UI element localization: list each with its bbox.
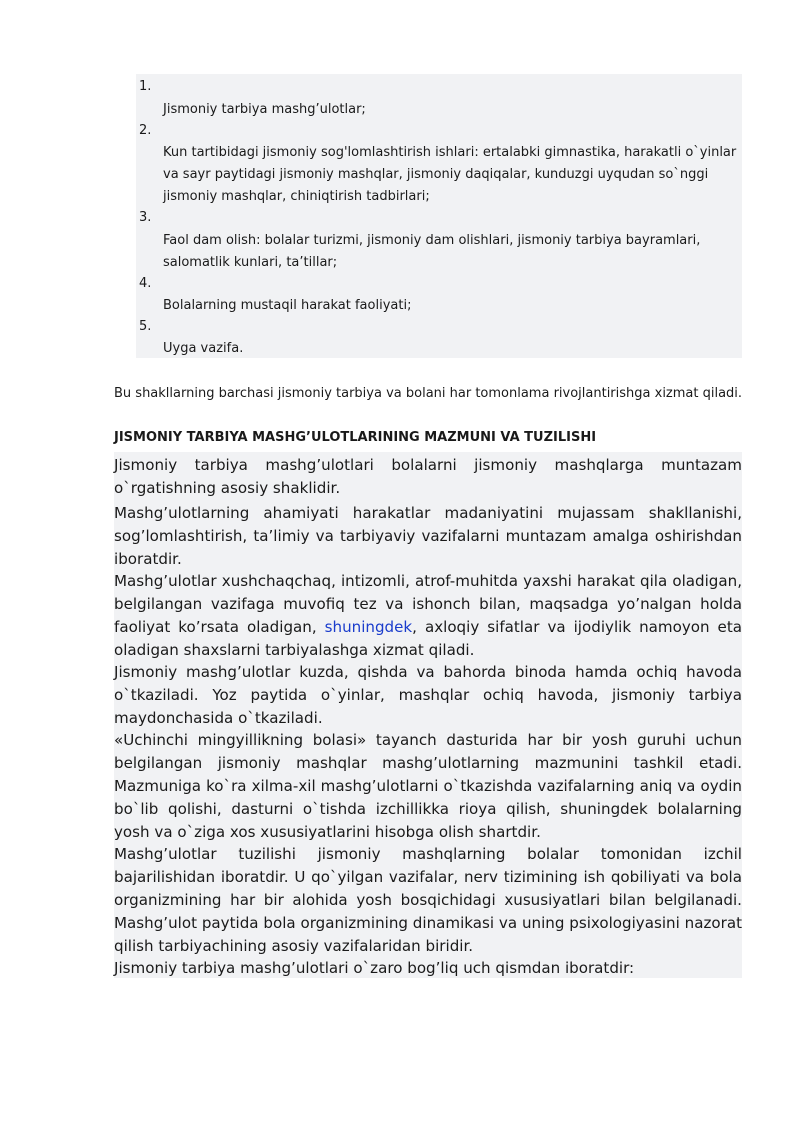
paragraph: Jismoniy tarbiya mashg’ulotlari bolalarni jismoniy mashqlarga muntazam o`rgatishning asosiy shaklidir.: [114, 456, 742, 497]
numbered-list: [136, 74, 742, 358]
list-item: Uyga vazifa.: [163, 341, 244, 356]
paragraph: Mashg’ulotlar tuzilishi jismoniy mashqlarning bolalar tomonidan izchil bajarilishidan iboratdir. U qo`yilgan vazifalar, nerv tizimining ish qobiliyati va bola organizmining har bir alohida yosh bosqichidagi xususiyatlari bilan belgilanadi. Mashg’ulot paytida bola organizmining dinamikasi va uning psixologiyasini nazorat qilish tarbiyachining asosiy vazifalaridan biridir.: [114, 845, 742, 955]
paragraph: Mashg’ulotlarning ahamiyati harakatlar madaniyatini mujassam shakllanishi, sog’lomlashtirish, ta’limiy va tarbiyaviy vazifalarni muntazam amalga oshirishdan iboratdir.: [114, 504, 742, 568]
paragraph: Jismoniy tarbiya mashg’ulotlari o`zaro bog’liq uch qismdan iboratdir:: [114, 959, 635, 977]
list-number: 4.: [139, 276, 152, 291]
paragraph: «Uchinchi mingyillikning bolasi» tayanch dasturida har bir yosh guruhi uchun belgilangan jismoniy mashqlar mashg’ulotlarning mazmunini tashkil etadi. Mazmuniga ko`ra xilma-xil mashg’ulotlarni o`tkazishda vazifalarning aniq va oydin bo`lib qolishi, dasturni o`tishda izchillikka rioya qilish, shuningdek bolalarning yosh va o`ziga xos xususiyatlarini hisobga olish shartdir.: [114, 731, 742, 841]
shuningdek-link[interactable]: shuningdek: [324, 618, 413, 636]
paragraph-text: , axloqiy sifatlar va ijodiylik namoyon eta oladigan shaxslarni tarbiyalashga xizmat qiladi.: [114, 618, 743, 659]
paragraph: Jismoniy mashg’ulotlar kuzda, qishda va bahorda binoda hamda ochiq havoda o`tkaziladi. Yoz paytida o`yinlar, mashqlar ochiq havoda, jismoniy tarbiya maydonchasida o`tkaziladi.: [114, 663, 742, 727]
paragraph-text: Mashg’ulotlar xushchaqchaq, intizomli, atrof-muhitda yaxshi harakat qila oladigan, belgilangan vazifaga muvofiq tez va ishonch bilan, maqsadga yo’nalgan holda faoliyat ko’rsata oladigan,: [114, 572, 742, 636]
list-number: 3.: [139, 210, 152, 225]
list-number: 5.: [139, 319, 152, 334]
list-item: Jismoniy tarbiya mashg’ulotlar;: [163, 102, 366, 117]
list-item: Kun tartibidagi jismoniy sog'lomlashtirish ishlari: ertalabki gimnastika, harakatli o`yinlar va sayr paytidagi jismoniy mashqlar, jismoniy daqiqalar, kunduzgi uyqudan so`nggi jismoniy mashqlar, chiniqtirish tadbirlari;: [163, 145, 737, 204]
list-item: Faol dam olish: bolalar turizmi, jismoniy dam olishlari, jismoniy tarbiya bayramlari, salomatlik kunlari, ta’tillar;: [163, 233, 701, 270]
list-number: 1.: [139, 79, 152, 94]
section-heading: JISMONIY TARBIYA MASHG’ULOTLARINING MAZMUNI VA TUZILISHI: [114, 430, 597, 445]
paragraph: [114, 570, 742, 662]
list-number: 2.: [139, 123, 152, 138]
list-item: Bolalarning mustaqil harakat faoliyati;: [163, 298, 412, 313]
summary-text: Bu shakllarning barchasi jismoniy tarbiya va bolani har tomonlama rivojlantirishga xizmat qiladi.: [114, 386, 743, 401]
body-section: [114, 452, 742, 978]
